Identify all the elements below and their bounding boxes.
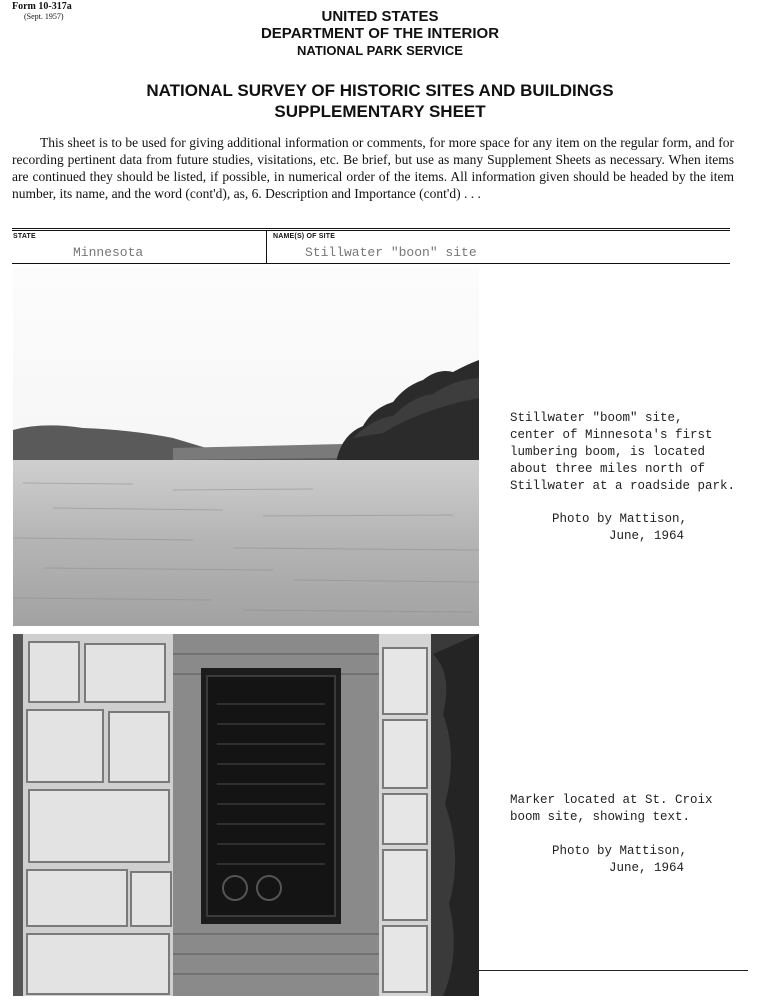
field-row-top-rule — [12, 228, 730, 231]
marker-photo — [13, 634, 479, 996]
photo-1-credit-date: June, 1964 — [609, 529, 685, 543]
sheet-title — [0, 80, 760, 122]
photo-2-credit-name: Photo by Mattison, — [552, 844, 688, 858]
photo-1-credit — [552, 511, 687, 545]
field-row-bottom-rule — [12, 263, 730, 264]
site-name-value: Stillwater "boon" site — [305, 245, 477, 260]
photo-2-credit-date: June, 1964 — [609, 861, 685, 875]
form-number: Form 10-317a — [12, 1, 72, 12]
state-value: Minnesota — [73, 245, 144, 260]
sheet-title-line-2: SUPPLEMENTARY SHEET — [274, 102, 486, 121]
agency-line-1: UNITED STATES — [321, 8, 439, 25]
sheet-title-line-1: NATIONAL SURVEY OF HISTORIC SITES AND BUILDINGS — [146, 81, 614, 100]
agency-header — [0, 8, 760, 60]
photo-1-caption: Stillwater "boom" site, center of Minnesota's first lumbering boom, is located about three miles north of Stillwater at a roadside park. — [510, 411, 736, 493]
state-label: STATE — [13, 233, 36, 240]
agency-line-3: NATIONAL PARK SERVICE — [297, 43, 463, 58]
photo-2-caption: Marker located at St. Croix boom site, showing text. — [510, 793, 713, 824]
photo-1-credit-name: Photo by Mattison, — [552, 512, 688, 526]
form-revision: (Sept. 1957) — [24, 12, 64, 21]
site-name-label: NAME(S) OF SITE — [273, 233, 336, 240]
river-photo — [13, 268, 479, 626]
field-divider — [266, 231, 267, 263]
instructions-paragraph: This sheet is to be used for giving additional information or comments, for more space for any item on the regular form, and for recording pertinent data from future studies, visitations, etc. Be brief, but use as many Supplement Sheets as necessary. When items are continued they should be listed, if possible, in numerical order of the items. All information given should be headed by the item number, its name, and the word (cont'd), as, 6. Description and Importance (cont'd) . . . — [12, 135, 734, 201]
photo-2-credit — [552, 843, 687, 877]
agency-line-2: DEPARTMENT OF THE INTERIOR — [260, 25, 500, 42]
page-end-rule — [478, 970, 748, 971]
